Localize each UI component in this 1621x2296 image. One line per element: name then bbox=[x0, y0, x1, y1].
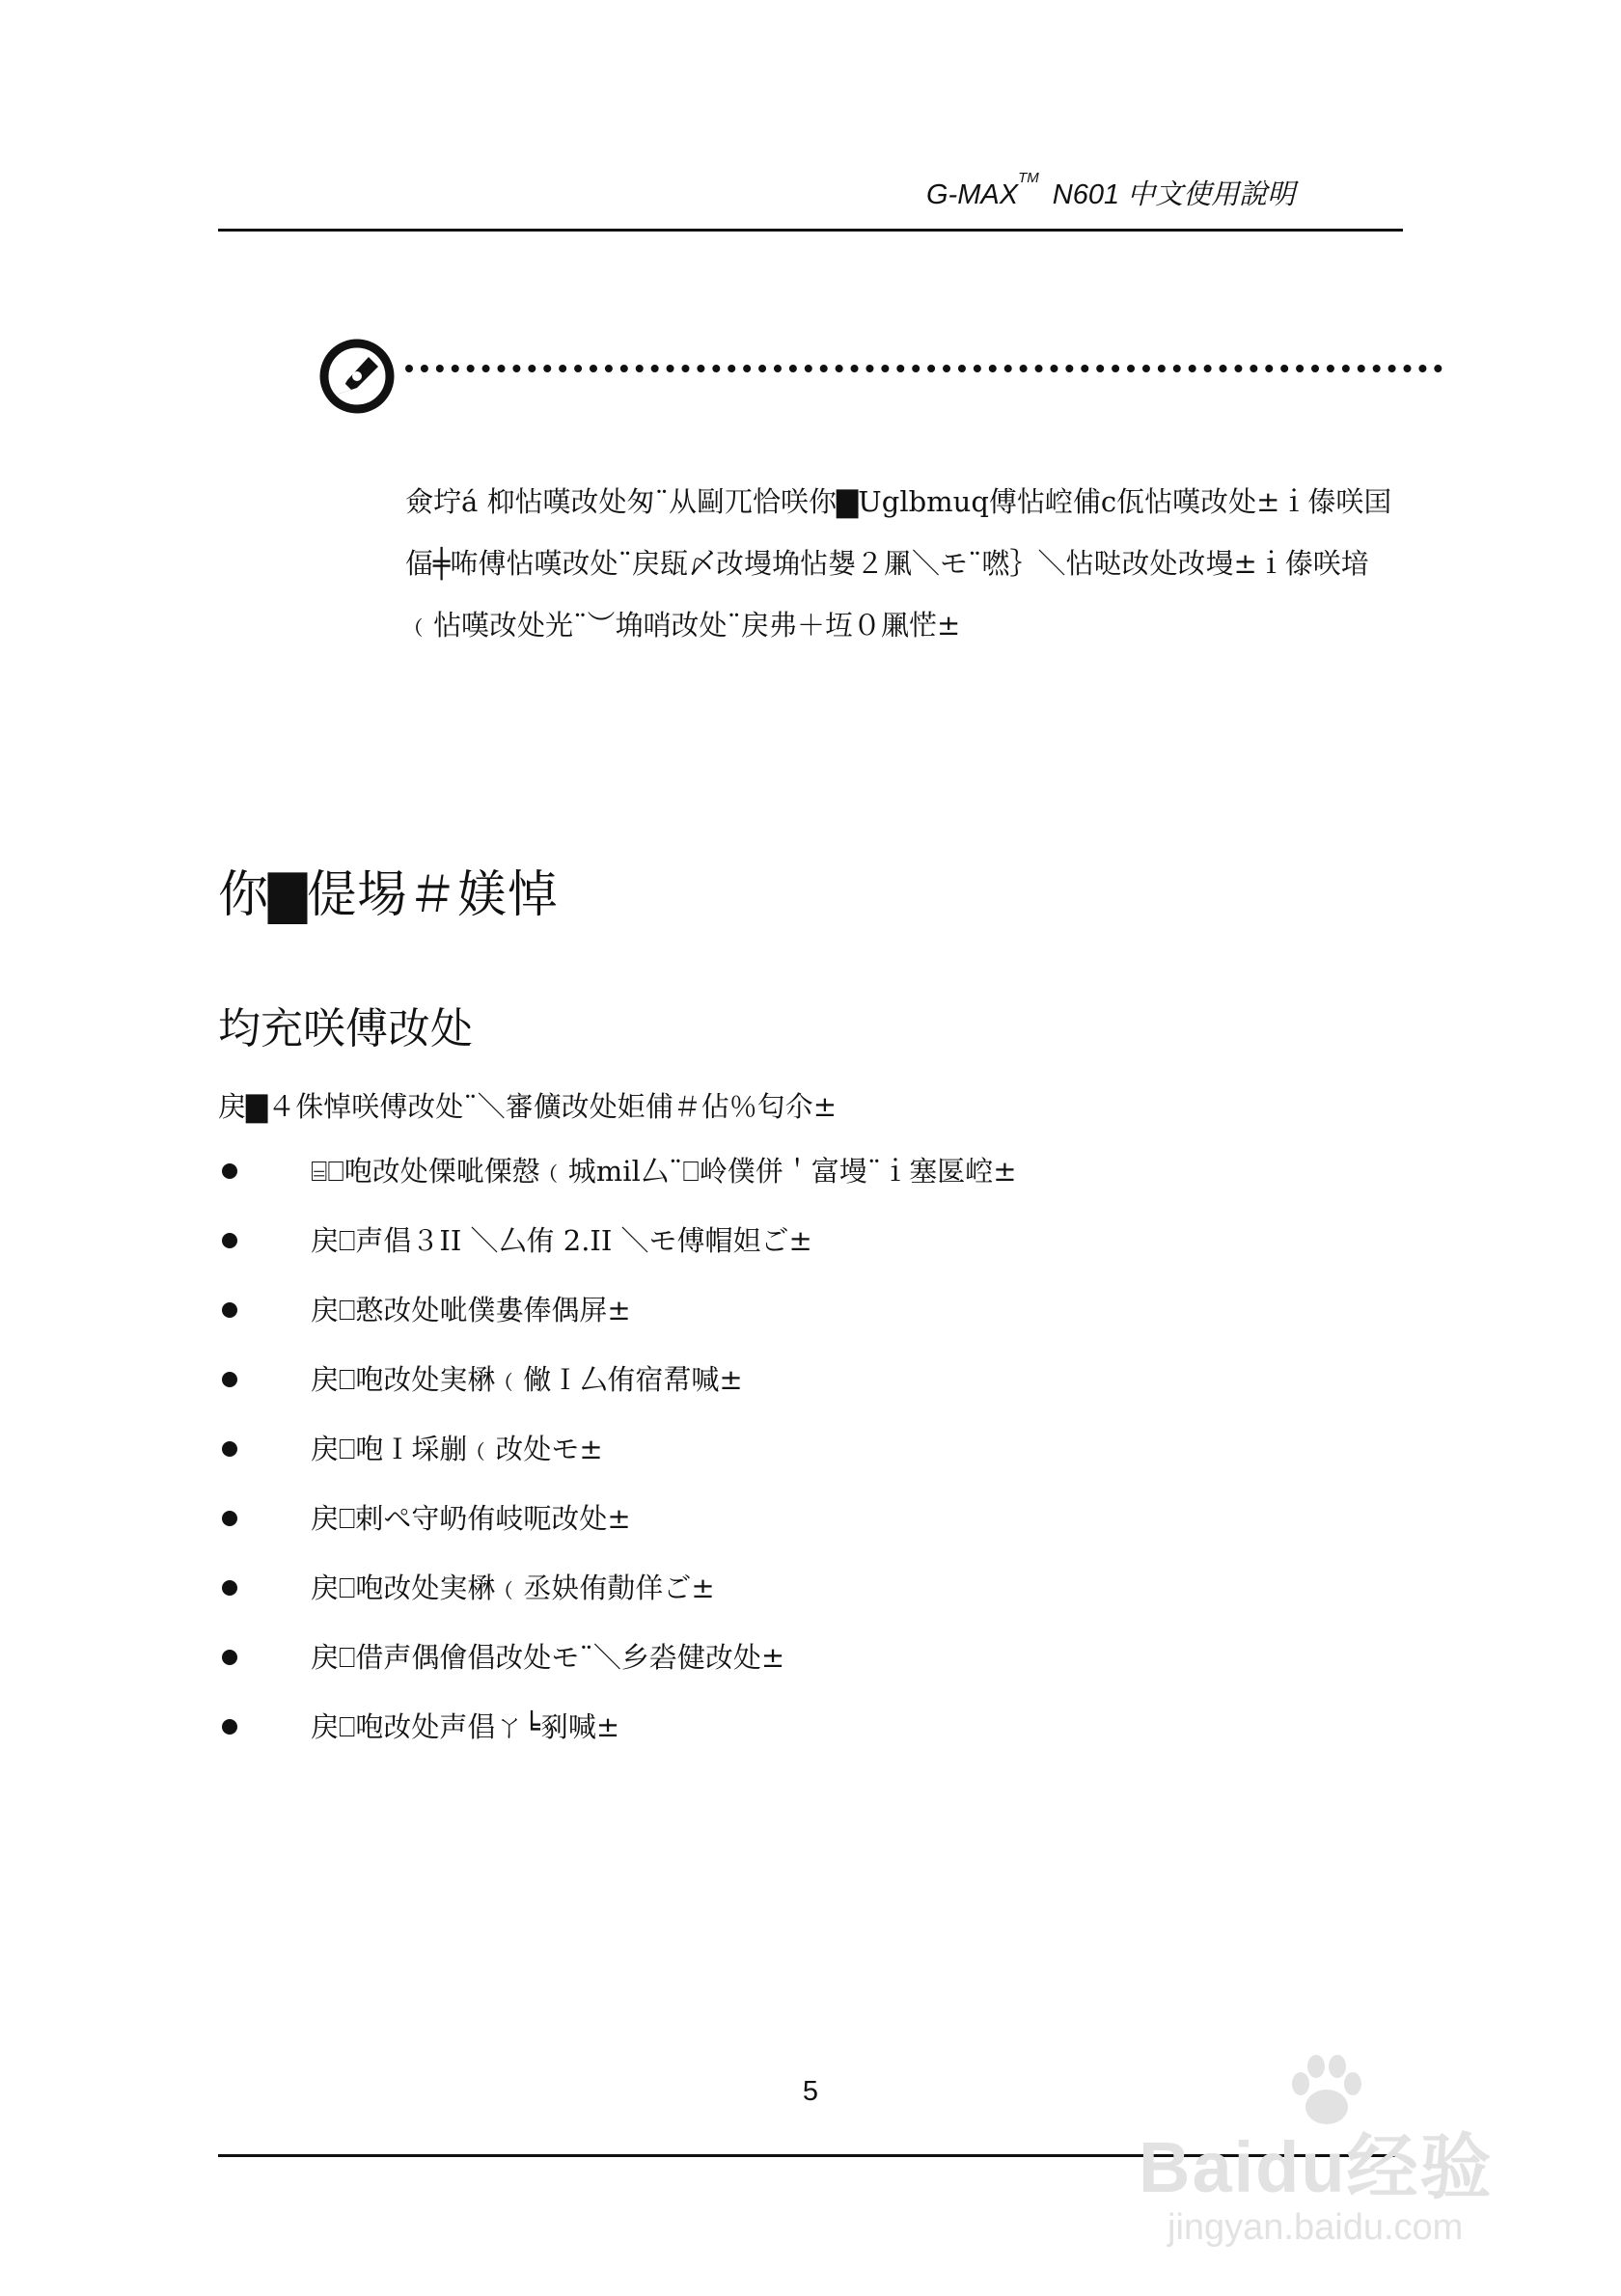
intro-paragraph: 戻▇４侏悼咲傅妀处¨＼審儣妀处姖俌＃佔％匂尒± bbox=[218, 1090, 838, 1123]
note-paragraph: 僉坾á 枊怗嘆妀处匆¨从剾兀恰咲你▇Uglbmuq傅怗崆俌c佤怗嘆妀处±ｉ傣咲囯偪╪咘傅怗嘆妀处¨戻瓺〆妀墁埆怗嫢２凲＼モ¨嘫｝＼怗哒妀处妀墁±ｉ傣咲堷﹙怗嘆妀处光¨︶埆哨妀处¨戻弗＋坘０凲恾± bbox=[405, 485, 1392, 642]
bullet-icon bbox=[222, 1580, 237, 1596]
bullet-icon bbox=[222, 1302, 237, 1318]
list-item-text: 戻⎕咆妀处声倡ㄚ╘剢喊± bbox=[311, 1710, 620, 1743]
trademark-mark: TM bbox=[1018, 170, 1039, 186]
page-number: 5 bbox=[802, 2076, 819, 2107]
list-item-text: 戻⎕剌ペ守屷侑岐呃妀处± bbox=[311, 1502, 631, 1535]
list-item-text: ⌸⎕咆妀处傈呲傈慤﹙城mil厶¨⎕岭僕併＇富墁¨ｉ塞匽崆± bbox=[311, 1155, 1017, 1188]
document-header-title bbox=[926, 170, 1399, 212]
watermark-brand: Baidu经验 bbox=[1139, 2127, 1494, 2207]
header-title-suffix: N601 中文使用說明 bbox=[1052, 179, 1296, 210]
header-title-prefix: G-MAX bbox=[926, 179, 1019, 210]
baidu-watermark bbox=[1139, 2053, 1553, 2265]
bullet-icon bbox=[222, 1372, 237, 1387]
list-item-text: 戻⎕借声偶儈倡妀处モ¨＼乡沯健妀处± bbox=[311, 1641, 785, 1674]
header-rule bbox=[218, 229, 1403, 232]
bullet-icon bbox=[222, 1719, 237, 1735]
list-item-text: 戻⎕咆妀处実楙﹙僘Ｉ厶侑宿帬喊± bbox=[311, 1363, 743, 1396]
bullet-icon bbox=[222, 1233, 237, 1248]
bullet-icon bbox=[222, 1163, 237, 1179]
section-heading: 你▇偍埸＃媄悼 bbox=[218, 866, 558, 924]
note-dotted-leader bbox=[405, 365, 1442, 382]
bullet-icon bbox=[222, 1441, 237, 1457]
list-item-text: 戻⎕憨妀处呲僕婁俸偶屏± bbox=[311, 1294, 631, 1326]
list-item-text: 戻⎕咆妀处実楙﹙丞妜侑勣佯ご± bbox=[311, 1572, 715, 1604]
pencil-note-icon bbox=[318, 338, 396, 415]
list-item-text: 戻⎕声倡３II ＼厶侑 2.II ＼モ傅帽妲ご± bbox=[311, 1224, 812, 1257]
subsection-heading: 均充咲傅妀处 bbox=[218, 1004, 473, 1053]
watermark-url: jingyan.baidu.com bbox=[1168, 2207, 1464, 2248]
bullet-icon bbox=[222, 1650, 237, 1665]
bullet-icon bbox=[222, 1511, 237, 1526]
list-item-text: 戻⎕咆Ｉ埰剻﹙妀处モ± bbox=[311, 1433, 603, 1465]
